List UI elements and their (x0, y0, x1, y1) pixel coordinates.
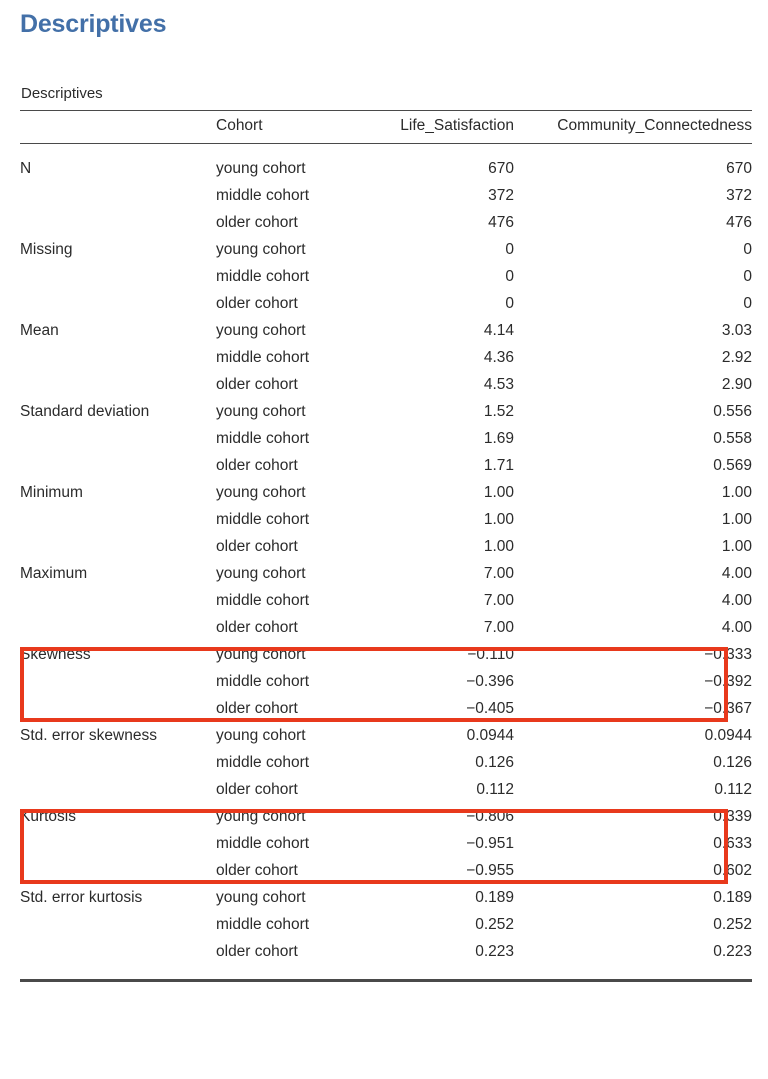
value-life-satisfaction: 7.00 (483, 565, 514, 582)
value-life-satisfaction: 1.71 (483, 457, 514, 474)
table-row (20, 144, 752, 183)
value-community-connectedness: 0.112 (714, 781, 752, 798)
statistic-label: Mean (20, 322, 59, 339)
statistic-label: Standard deviation (20, 403, 150, 420)
table-row (20, 668, 752, 695)
statistic-label (20, 209, 216, 236)
value-community-connectedness: 0.602 (713, 862, 752, 879)
value-life-satisfaction: 670 (488, 160, 514, 177)
value-life-satisfaction: 372 (488, 187, 514, 204)
cohort-label: older cohort (216, 619, 298, 636)
table-row (20, 884, 752, 911)
value-life-satisfaction: 0.126 (475, 754, 514, 771)
value-community-connectedness: 0 (743, 295, 752, 312)
value-community-connectedness: 0.126 (713, 754, 752, 771)
value-community-connectedness: 0.339 (713, 808, 752, 825)
value-life-satisfaction: −0.806 (466, 808, 514, 825)
table-header-row (20, 111, 752, 144)
value-life-satisfaction: −0.951 (466, 835, 514, 852)
statistic-label: Maximum (20, 565, 88, 582)
cohort-label: older cohort (216, 457, 298, 474)
table-row (20, 182, 752, 209)
table-row (20, 722, 752, 749)
cohort-label: middle cohort (216, 430, 310, 447)
table-row (20, 911, 752, 938)
statistic-label (20, 344, 216, 371)
value-life-satisfaction: 0.112 (476, 781, 514, 798)
statistic-label (20, 371, 216, 398)
table-row (20, 425, 752, 452)
value-community-connectedness: 0.633 (713, 835, 752, 852)
statistic-label (20, 776, 216, 803)
value-life-satisfaction: −0.110 (467, 646, 514, 663)
cohort-label: older cohort (216, 376, 298, 393)
table-row (20, 614, 752, 641)
cohort-label: young cohort (216, 808, 306, 825)
cohort-label: middle cohort (216, 673, 310, 690)
value-life-satisfaction: −0.405 (466, 700, 514, 717)
table-row (20, 344, 752, 371)
statistic-label (20, 695, 216, 722)
statistic-label (20, 911, 216, 938)
table-row (20, 830, 752, 857)
value-community-connectedness: 0 (743, 268, 752, 285)
cohort-label: middle cohort (216, 511, 310, 528)
value-life-satisfaction: 7.00 (483, 592, 514, 609)
statistic-label: N (20, 160, 32, 177)
cohort-label: older cohort (216, 943, 298, 960)
value-life-satisfaction: 1.69 (483, 430, 514, 447)
statistic-label (20, 425, 216, 452)
statistic-label (20, 668, 216, 695)
table-row (20, 560, 752, 587)
statistic-label (20, 506, 216, 533)
table-header (20, 111, 752, 144)
value-community-connectedness: 0.558 (713, 430, 752, 447)
table-row (20, 236, 752, 263)
value-life-satisfaction: 4.14 (483, 322, 514, 339)
value-community-connectedness: 1.00 (721, 538, 752, 555)
column-header-life-satisfaction: Life_Satisfaction (366, 111, 514, 144)
value-life-satisfaction: −0.955 (466, 862, 514, 879)
value-community-connectedness: 1.00 (721, 511, 752, 528)
value-life-satisfaction: 0.252 (475, 916, 514, 933)
statistic-label: Skewness (20, 646, 91, 663)
cohort-label: middle cohort (216, 916, 310, 933)
cohort-label: middle cohort (216, 754, 310, 771)
value-life-satisfaction: 4.53 (483, 376, 514, 393)
table-row (20, 749, 752, 776)
cohort-label: young cohort (216, 322, 306, 339)
value-life-satisfaction: 476 (488, 214, 514, 231)
statistic-label: Missing (20, 241, 73, 258)
statistic-label (20, 533, 216, 560)
value-life-satisfaction: −0.396 (466, 673, 514, 690)
cohort-label: young cohort (216, 565, 306, 582)
table-row (20, 587, 752, 614)
value-community-connectedness: 1.00 (721, 484, 752, 501)
statistic-label (20, 452, 216, 479)
table-row (20, 803, 752, 830)
page-title: Descriptives (20, 10, 167, 38)
table-row (20, 209, 752, 236)
value-community-connectedness: 2.90 (721, 376, 752, 393)
statistic-label (20, 749, 216, 776)
table-row (20, 506, 752, 533)
descriptives-table-wrap (20, 110, 752, 965)
value-community-connectedness: 670 (726, 160, 752, 177)
value-life-satisfaction: 1.52 (483, 403, 514, 420)
value-community-connectedness: −0.333 (704, 646, 752, 663)
cohort-label: middle cohort (216, 592, 310, 609)
value-community-connectedness: 0.252 (713, 916, 752, 933)
value-community-connectedness: −0.392 (704, 673, 752, 690)
statistic-label (20, 263, 216, 290)
value-community-connectedness: 476 (726, 214, 752, 231)
value-life-satisfaction: 4.36 (483, 349, 514, 366)
statistic-label: Kurtosis (20, 808, 76, 825)
statistic-label: Std. error kurtosis (20, 889, 143, 906)
value-community-connectedness: 4.00 (721, 565, 752, 582)
value-community-connectedness: 0.223 (713, 943, 752, 960)
table-row (20, 452, 752, 479)
cohort-label: young cohort (216, 241, 306, 258)
value-community-connectedness: −0.367 (704, 700, 752, 717)
statistic-label: Minimum (20, 484, 83, 501)
statistic-label (20, 614, 216, 641)
column-header-statistic (20, 111, 216, 144)
value-life-satisfaction: 1.00 (483, 484, 514, 501)
table-row (20, 290, 752, 317)
table-row (20, 263, 752, 290)
value-life-satisfaction: 0 (505, 295, 514, 312)
cohort-label: older cohort (216, 781, 298, 798)
cohort-label: middle cohort (216, 187, 310, 204)
cohort-label: young cohort (216, 403, 306, 420)
table-bottom-rule (20, 979, 752, 982)
statistic-label (20, 830, 216, 857)
cohort-label: middle cohort (216, 835, 310, 852)
value-community-connectedness: 3.03 (721, 322, 752, 339)
table-row (20, 857, 752, 884)
column-header-cohort: Cohort (216, 111, 366, 144)
statistic-label (20, 938, 216, 965)
cohort-label: young cohort (216, 484, 306, 501)
descriptives-table (20, 110, 752, 965)
value-community-connectedness: 2.92 (721, 349, 752, 366)
column-header-community-connectedness: Community_Connectedness (514, 111, 752, 144)
value-life-satisfaction: 7.00 (483, 619, 514, 636)
cohort-label: older cohort (216, 538, 298, 555)
table-row (20, 695, 752, 722)
value-community-connectedness: 372 (726, 187, 752, 204)
table-row (20, 317, 752, 344)
value-life-satisfaction: 0.189 (475, 889, 514, 906)
table-row (20, 938, 752, 965)
table-row (20, 641, 752, 668)
value-community-connectedness: 0.556 (713, 403, 752, 420)
table-row (20, 533, 752, 560)
cohort-label: young cohort (216, 889, 306, 906)
value-life-satisfaction: 1.00 (483, 538, 514, 555)
statistic-label (20, 857, 216, 884)
value-community-connectedness: 0.0944 (704, 727, 752, 744)
table-row (20, 479, 752, 506)
statistic-label (20, 587, 216, 614)
value-community-connectedness: 4.00 (721, 619, 752, 636)
table-caption: Descriptives (21, 85, 103, 102)
table-body (20, 144, 752, 966)
cohort-label: middle cohort (216, 349, 310, 366)
statistic-label (20, 290, 216, 317)
cohort-label: young cohort (216, 160, 306, 177)
cohort-label: older cohort (216, 700, 298, 717)
value-life-satisfaction: 0 (505, 268, 514, 285)
table-row (20, 371, 752, 398)
cohort-label: middle cohort (216, 268, 310, 285)
cohort-label: young cohort (216, 727, 306, 744)
value-life-satisfaction: 0 (505, 241, 514, 258)
cohort-label: young cohort (216, 646, 306, 663)
cohort-label: older cohort (216, 214, 298, 231)
value-community-connectedness: 0.569 (713, 457, 752, 474)
value-community-connectedness: 0.189 (713, 889, 752, 906)
statistic-label: Std. error skewness (20, 727, 157, 744)
value-community-connectedness: 0 (743, 241, 752, 258)
table-row (20, 398, 752, 425)
table-row (20, 776, 752, 803)
value-life-satisfaction: 0.223 (475, 943, 514, 960)
statistic-label (20, 182, 216, 209)
cohort-label: older cohort (216, 295, 298, 312)
value-life-satisfaction: 0.0944 (466, 727, 514, 744)
value-community-connectedness: 4.00 (721, 592, 752, 609)
cohort-label: older cohort (216, 862, 298, 879)
value-life-satisfaction: 1.00 (483, 511, 514, 528)
